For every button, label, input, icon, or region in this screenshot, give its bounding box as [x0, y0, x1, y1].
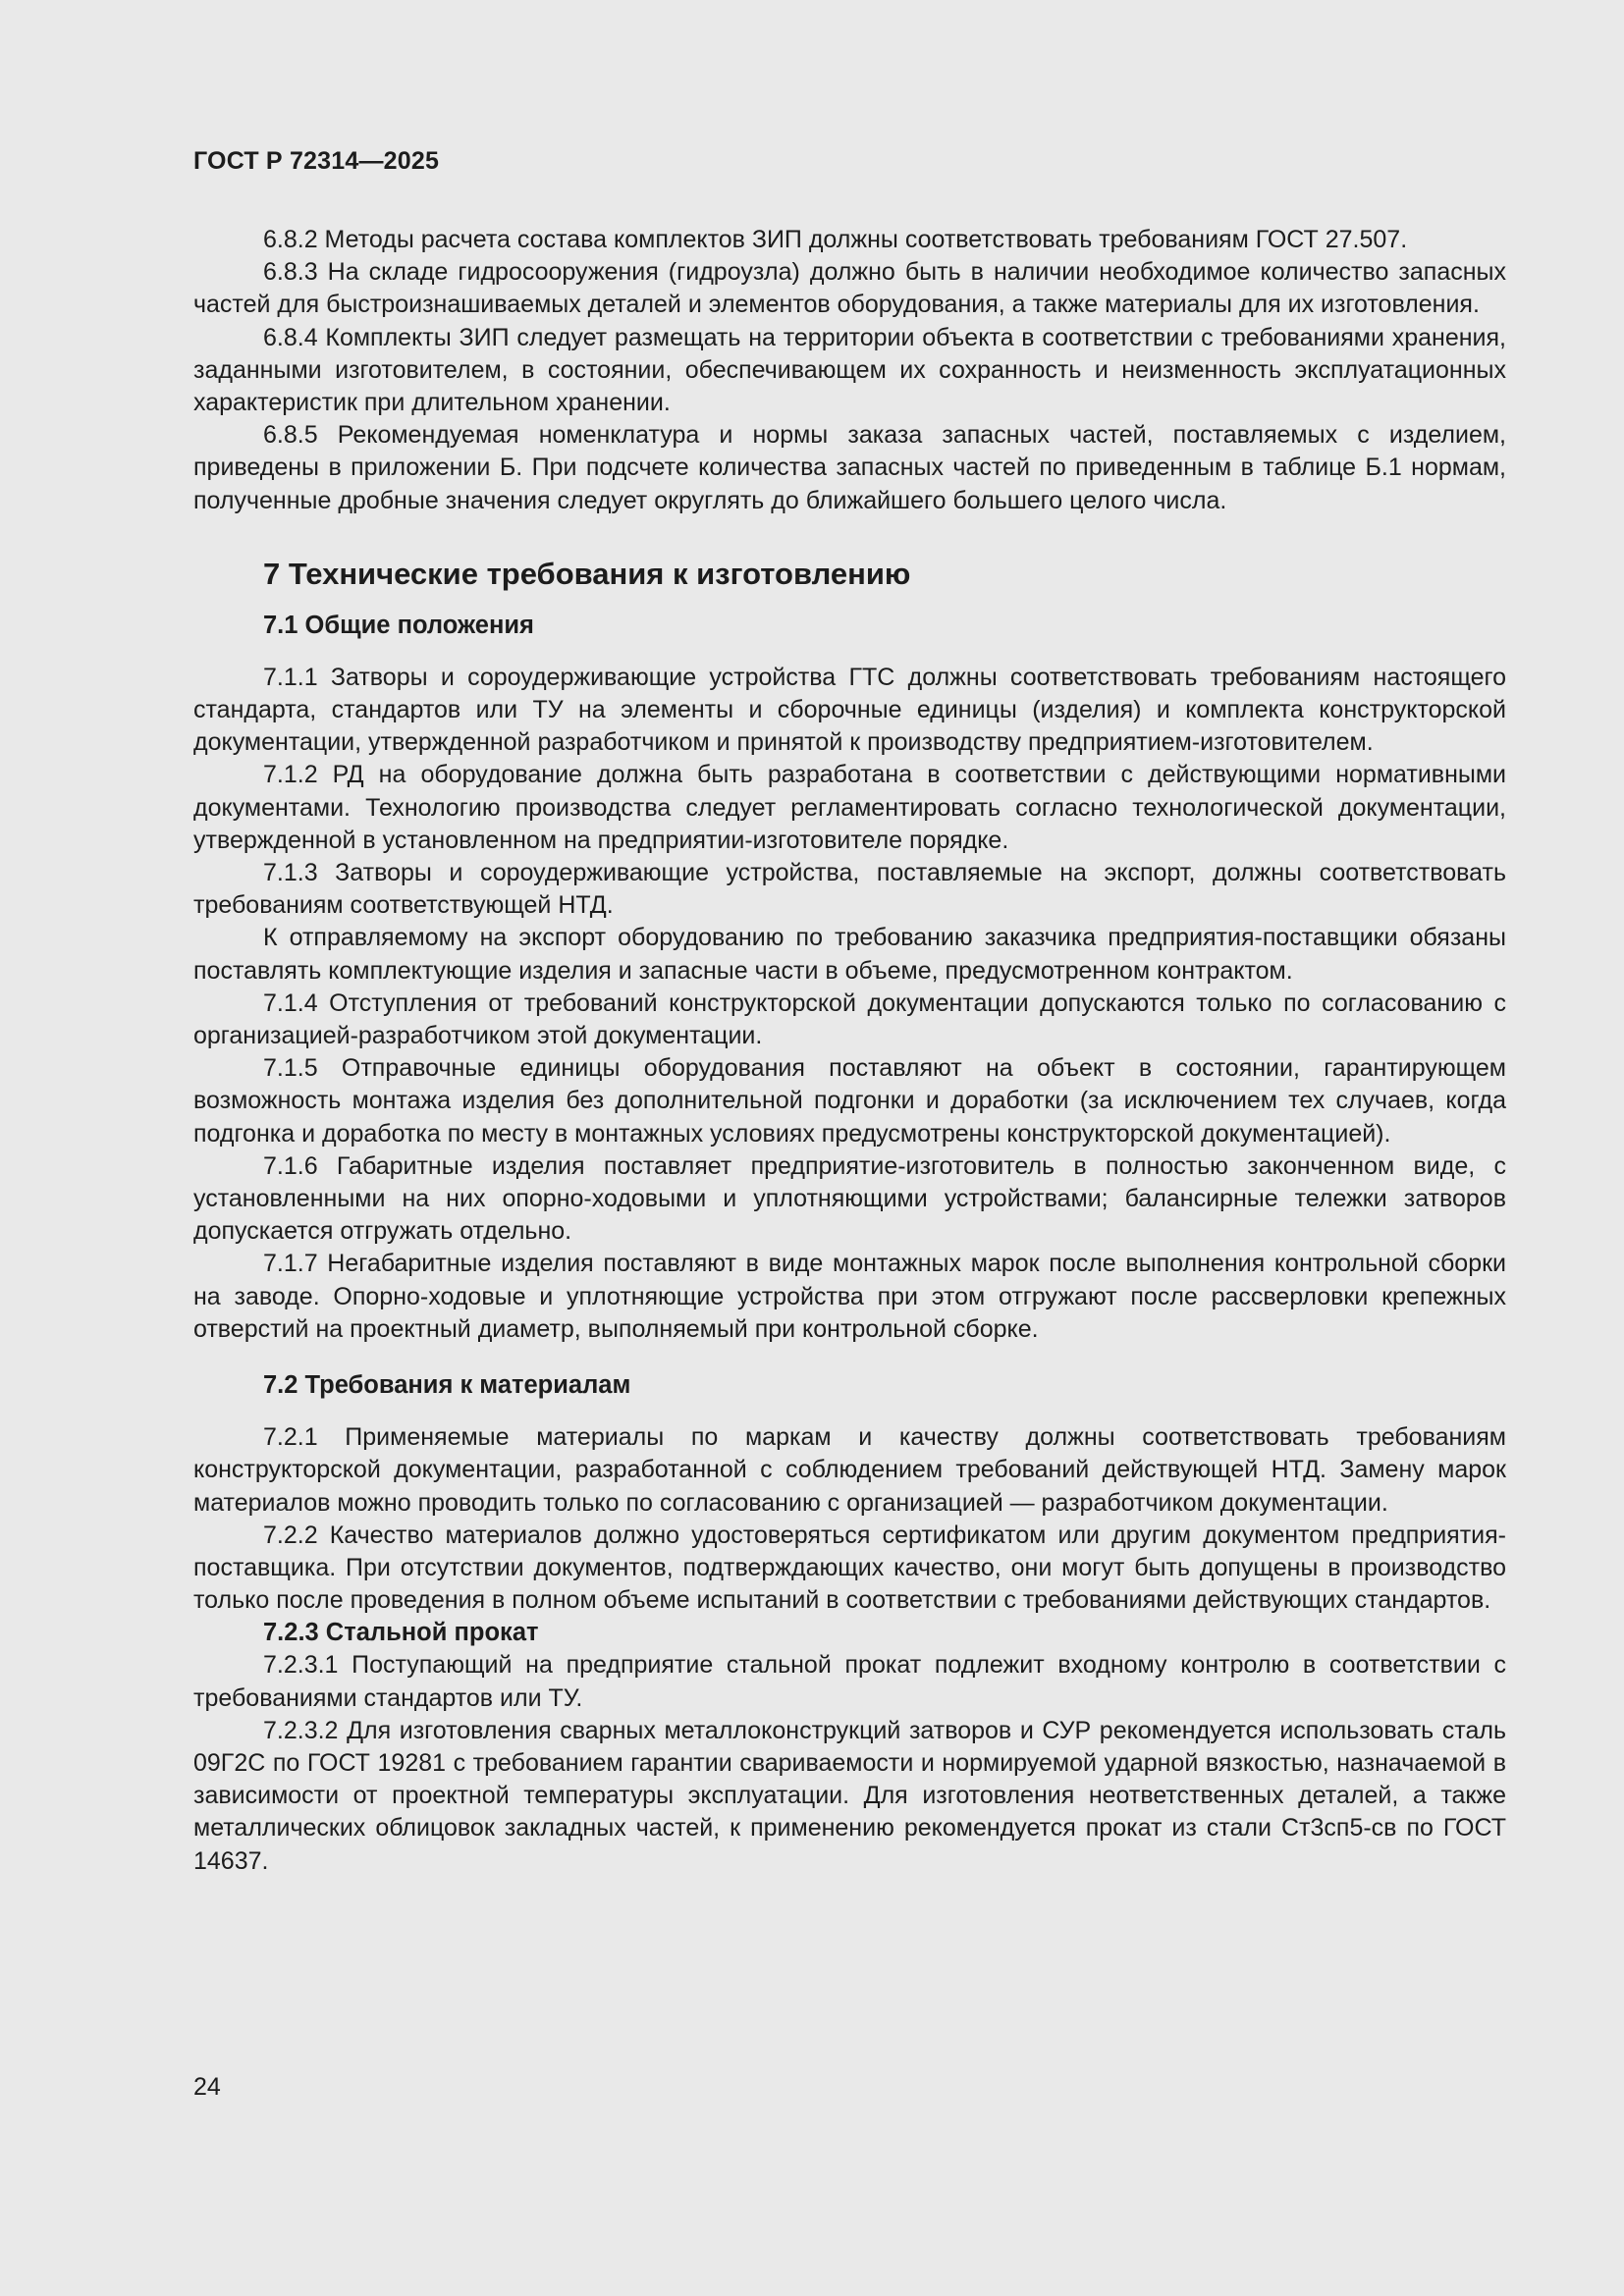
- paragraph-7-1-5: 7.1.5 Отправочные единицы оборудования поставляют на объект в состоянии, гарантирующем возможность монтажа изделия без дополнительной подгонки и доработки (за исключением тех случаев, когда подгонка и доработка по месту в монтажных условиях предусмотрены конструкторской документацией).: [193, 1054, 1506, 1148]
- paragraph-6-8-2: 6.8.2 Методы расчета состава комплектов ЗИП должны соответствовать требованиям ГОСТ 27.507.: [263, 226, 1408, 253]
- paragraph-7-1-7: 7.1.7 Негабаритные изделия поставляют в виде монтажных марок после выполнения контрольной сборки на заводе. Опорно-ходовые и уплотняющие устройства при этом отгружают после рассверловки крепежных отверстий на проектный диаметр, выполняемый при контрольной сборке.: [193, 1250, 1506, 1343]
- page-number: 24: [193, 2073, 221, 2101]
- paragraph-7-1-6: 7.1.6 Габаритные изделия поставляет предприятие-изготовитель в полностью законченном виде, с установленными на них опорно-ходовыми и уплотняющими устройствами; балансирные тележки затворов допускается отгружать отдельно.: [193, 1151, 1506, 1246]
- paragraph-7-2-2: 7.2.2 Качество материалов должно удостоверяться сертификатом или другим документом предприятия-поставщика. При отсутствии документов, подтверждающих качество, они могут быть допущены в производство только после проведения в полном объеме испытаний в соответствии с требованиями действующих стандартов.: [193, 1521, 1506, 1615]
- paragraph-6-8-5: 6.8.5 Рекомендуемая номенклатура и нормы заказа запасных частей, поставляемых с изделием, приведены в приложении Б. При подсчете количества запасных частей по приведенным в таблице Б.1 нормам, полученные дробные значения следует округлять до ближайшего большего целого числа.: [193, 421, 1506, 514]
- section-7-2-heading: 7.2 Требования к материалам: [263, 1371, 631, 1400]
- section-7-1-heading: 7.1 Общие положения: [263, 611, 534, 639]
- paragraph-7-1-4: 7.1.4 Отступления от требований конструкторской документации допускаются только по согласованию с организацией-разработчиком этой документации.: [193, 988, 1506, 1050]
- paragraph-7-1-1: 7.1.1 Затворы и сороудерживающие устройства ГТС должны соответствовать требованиям настоящего стандарта, стандартов или ТУ на элементы и сборочные единицы (изделия) и комплекта конструкторской документации, утвержденной разработчиком и принятой к производству предприятием-изготовителем.: [193, 663, 1506, 757]
- paragraph-6-8-3: 6.8.3 На складе гидросооружения (гидроузла) должно быть в наличии необходимое количество запасных частей для быстроизнашиваемых деталей и элементов оборудования, а также материалы для их изготовления.: [193, 258, 1506, 319]
- paragraph-7-2-3-1: 7.2.3.1 Поступающий на предприятие стальной прокат подлежит входному контролю в соответствии с требованиями стандартов или ТУ.: [193, 1651, 1506, 1712]
- paragraph-7-1-2: 7.1.2 РД на оборудование должна быть разработана в соответствии с действующими нормативными документами. Технологию производства следует регламентировать согласно технологической документации, утвержденной в установленном на предприятии-изготовителе порядке.: [193, 761, 1506, 854]
- paragraph-7-2-3-2: 7.2.3.2 Для изготовления сварных металлоконструкций затворов и СУР рекомендуется использовать сталь 09Г2С по ГОСТ 19281 с требованием гарантии свариваемости и нормируемой ударной вязкостью, назначаемой в зависимости от проектной температуры эксплуатации. Для изготовления неответственных деталей, а также металлических облицовок закладных частей, к применению рекомендуется прокат из стали Ст3сп5-св по ГОСТ 14637.: [193, 1716, 1506, 1875]
- document-header: ГОСТ Р 72314—2025: [193, 147, 440, 175]
- section-7-heading: 7 Технические требования к изготовлению: [263, 556, 911, 591]
- paragraph-6-8-4: 6.8.4 Комплекты ЗИП следует размещать на территории объекта в соответствии с требованиями хранения, заданными изготовителем, в состоянии, обеспечивающем их сохранность и неизменность эксплуатационных характеристик при длительном хранении.: [193, 323, 1506, 417]
- paragraph-7-1-3: 7.1.3 Затворы и сороудерживающие устройства, поставляемые на экспорт, должны соответствовать требованиям соответствующей НТД.: [193, 859, 1506, 920]
- document-body: [193, 224, 1506, 1878]
- paragraph-7-1-3-export: К отправляемому на экспорт оборудованию по требованию заказчика предприятия-поставщики обязаны поставлять комплектующие изделия и запасные части в объеме, предусмотренном контрактом.: [193, 924, 1506, 985]
- paragraph-7-2-1: 7.2.1 Применяемые материалы по маркам и качеству должны соответствовать требованиям конструкторской документации, разработанной с соблюдением требований действующей НТД. Замену марок материалов можно проводить только по согласованию с организацией — разработчиком документации.: [193, 1423, 1506, 1517]
- section-7-2-3-heading: 7.2.3 Стальной прокат: [263, 1619, 539, 1647]
